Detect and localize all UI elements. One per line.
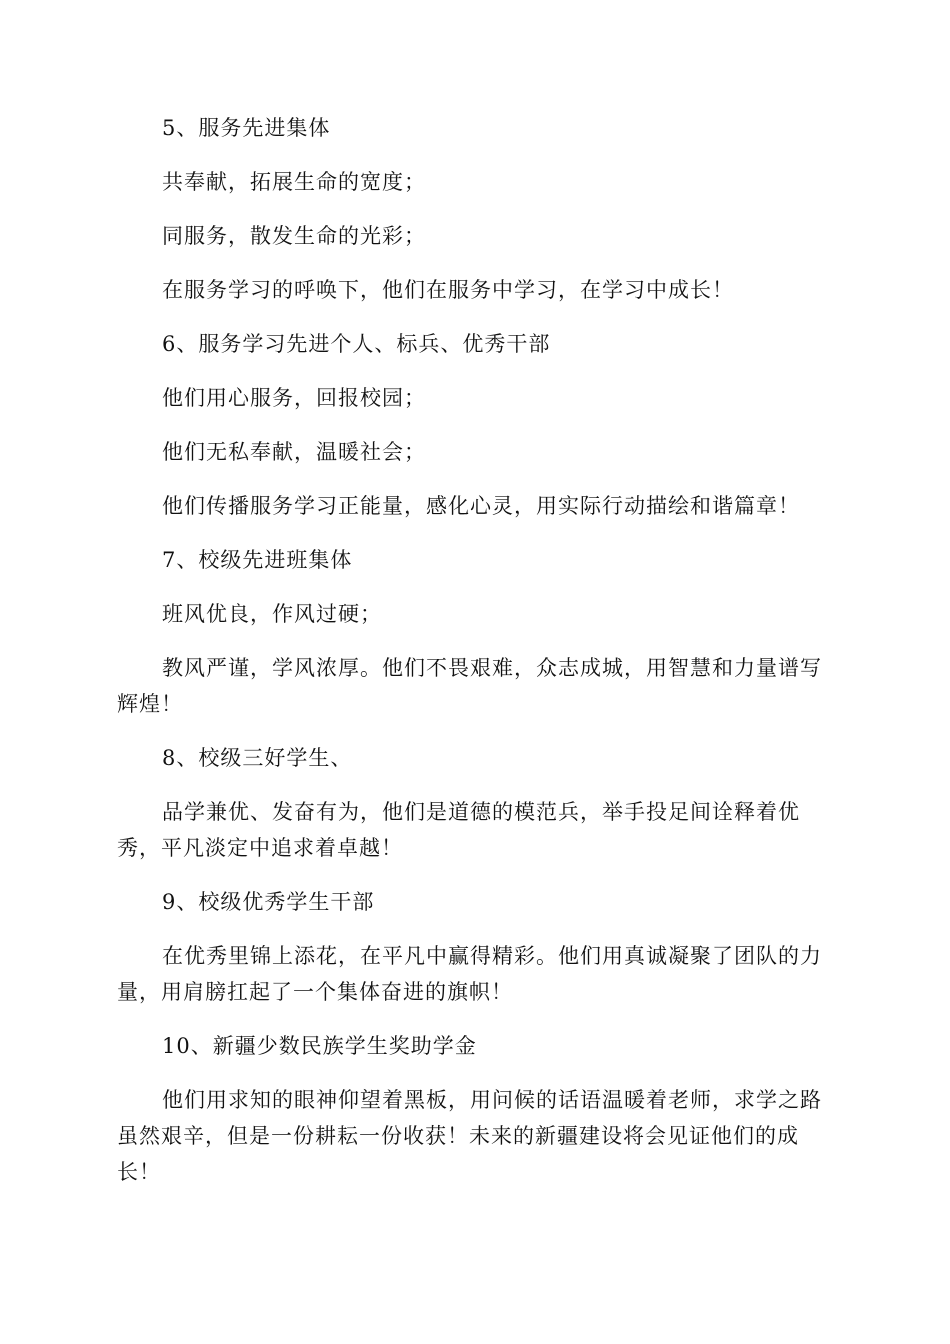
section-heading-7: 7、校级先进班集体 — [162, 548, 353, 572]
paragraph: 他们无私奉献，温暖社会； — [162, 440, 426, 464]
paragraph: 教风严谨，学风浓厚。他们不畏艰难，众志成城，用智慧和力量谱写辉煌！ — [117, 656, 822, 716]
paragraph: 班风优良，作风过硬； — [162, 602, 382, 626]
paragraph: 他们用心服务，回报校园； — [162, 386, 426, 410]
paragraph: 在服务学习的呼唤下，他们在服务中学习，在学习中成长！ — [162, 278, 734, 302]
section-heading-10: 10、新疆少数民族学生奖助学金 — [162, 1034, 477, 1058]
paragraph: 品学兼优、发奋有为，他们是道德的模范兵，举手投足间诠释着优秀，平凡淡定中追求着卓越！ — [117, 800, 800, 860]
section-heading-9: 9、校级优秀学生干部 — [162, 890, 375, 914]
paragraph: 他们传播服务学习正能量，感化心灵，用实际行动描绘和谐篇章！ — [162, 494, 800, 518]
document-body — [117, 110, 837, 1208]
paragraph: 他们用求知的眼神仰望着黑板，用问候的话语温暖着老师，求学之路虽然艰辛，但是一份耕耘一份收获！未来的新疆建设将会见证他们的成长！ — [117, 1088, 822, 1184]
paragraph: 共奉献，拓展生命的宽度； — [162, 170, 426, 194]
paragraph: 同服务，散发生命的光彩； — [162, 224, 426, 248]
section-heading-5: 5、服务先进集体 — [162, 116, 331, 140]
section-heading-6: 6、服务学习先进个人、标兵、优秀干部 — [162, 332, 551, 356]
paragraph: 在优秀里锦上添花，在平凡中赢得精彩。他们用真诚凝聚了团队的力量，用肩膀扛起了一个集体奋进的旗帜！ — [117, 944, 822, 1004]
section-heading-8: 8、校级三好学生、 — [162, 746, 353, 770]
